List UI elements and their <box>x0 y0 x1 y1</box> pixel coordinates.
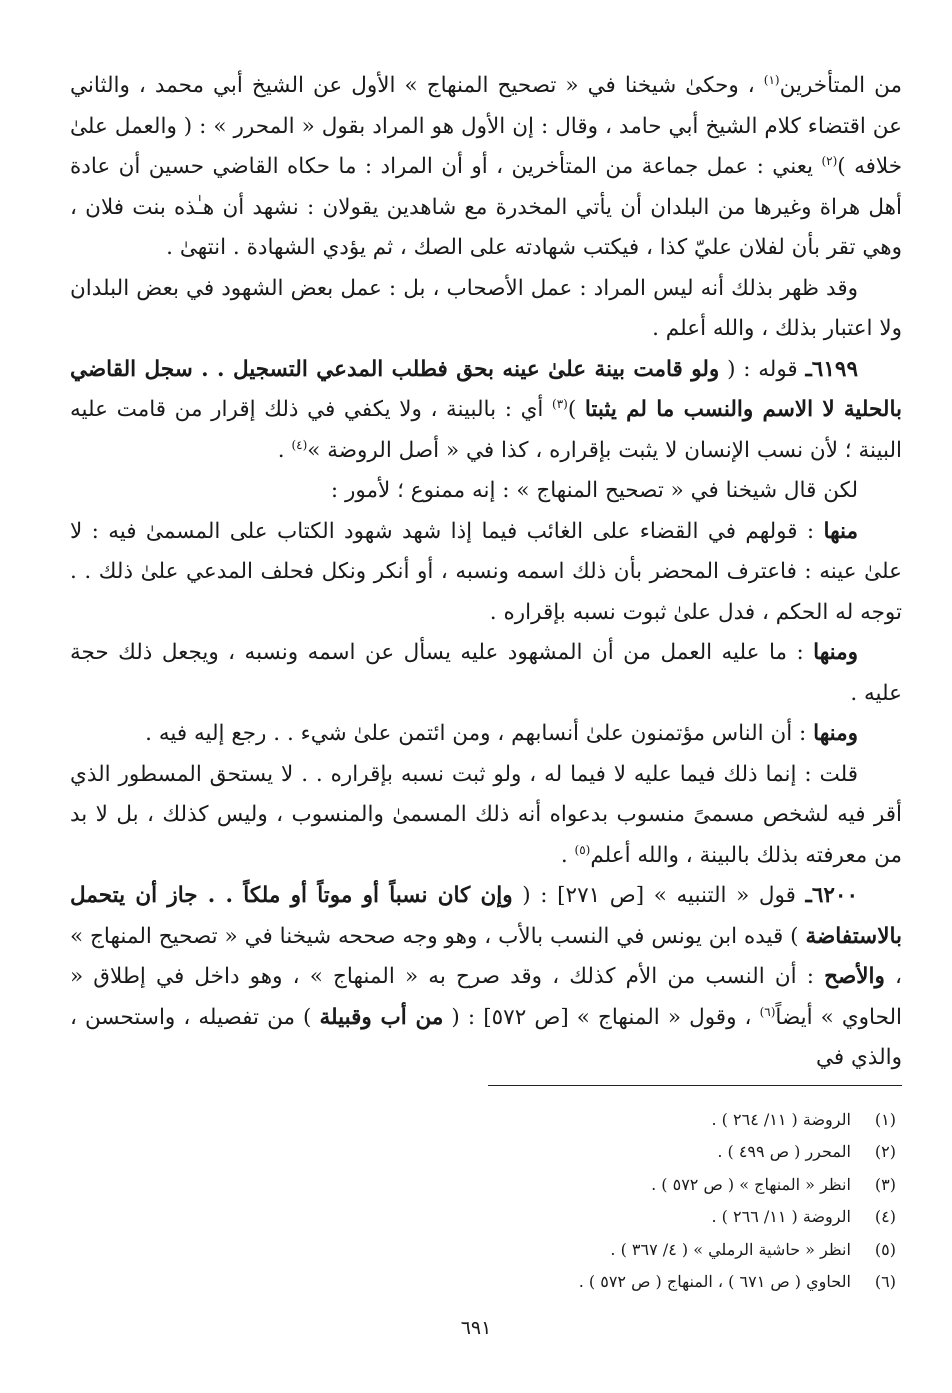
footnote-item <box>396 1169 896 1201</box>
bold-text: ٦١٩٩ـ <box>805 356 858 382</box>
footnote-number: (٢) <box>874 1142 896 1162</box>
footnote-ref: (٤) <box>291 437 308 452</box>
text-run: : قولهم في القضاء على الغائب فيما إذا شهد شهود الكتاب على المسمىٰ فيه : لا علىٰ عينه : فاعترف المحضر بأن ذلك اسمه ونسبه ، أو أنكر ونكل فحلف المدعي علىٰ ذلك . . توجه له الحكم ، فدل علىٰ ثبوت نسبه بإقراره . <box>70 518 902 625</box>
text-run: ) قيده ابن يونس في النسب بالأب ، وهو وجه صححه شيخنا في « تصحيح المنهاج » ، <box>70 923 902 989</box>
paragraph <box>70 876 902 1079</box>
text-run: : أن الناس مؤتمنون علىٰ أنسابهم ، ومن ائتمن علىٰ شيء . . رجع إليه فيه . <box>145 721 814 746</box>
footnote-ref: (١) <box>763 72 780 87</box>
text-run: . <box>560 842 575 868</box>
footnote-number: (٥) <box>874 1239 896 1259</box>
text-run: ) <box>567 397 585 422</box>
paragraph <box>70 269 902 350</box>
bold-text: ولو قامت بينة علىٰ عينه بحق فطلب المدعي التسجيل . . سجل القاضي بالحلية لا الاسم والنسب ما لم يثبتا <box>70 356 902 422</box>
footnote-ref: (٣) <box>552 396 568 411</box>
bold-text: والأصح <box>824 964 885 989</box>
footnote-item <box>396 1234 896 1266</box>
footnote-ref: (٢) <box>821 153 838 168</box>
bold-text: ومنها <box>813 721 858 746</box>
text-run: يعني : عمل جماعة من المتأخرين ، أو أن المراد : ما حكاه القاضي حسين أن عادة أهل هراة وغيرها من البلدان أن يأتي المخدرة مع شاهدين يقولان : نشهد أن هـٰذه بنت فلان ، وهي تقر بأن لفلان عليّ كذا ، فيكتب شهادته على الصك ، ثم يؤدي الشهادة . انتهىٰ . <box>70 154 902 260</box>
footnotes <box>396 1104 896 1298</box>
paragraph <box>70 512 902 634</box>
footnote-item <box>396 1201 896 1233</box>
footnote-item <box>396 1266 896 1298</box>
text-run: قلت : إنما ذلك فيما عليه لا فيما له ، ولو ثبت نسبه بإقراره . . لا يستحق المسطور الذي أقر فيه لشخص مسمىً منسوب بدعواه أنه ذلك المسمىٰ والمنسوب ، وليس كذلك ، بل لا بد من معرفته بذلك بالبينة ، والله أعلم <box>70 761 902 868</box>
text-run: لكن قال شيخنا في « تصحيح المنهاج » : إنه ممنوع ؛ لأمور : <box>330 478 858 503</box>
footnote-item <box>396 1136 896 1168</box>
text-run: : أن النسب من الأم كذلك ، وقد صرح به « المنهاج » ، وهو داخل في إطلاق « الحاوي » أيضاً <box>70 964 903 1030</box>
text-run: من المتأخرين <box>779 73 903 98</box>
footnote-text: الروضة ( ١١/ ٢٦٦ ) . <box>711 1207 851 1227</box>
footnote-number: (١) <box>874 1110 896 1129</box>
footnote-number: (٤) <box>874 1207 896 1227</box>
text-run: . <box>277 437 292 463</box>
text-run: ) من تفصيله ، واستحسن ، والذي في <box>70 1004 902 1070</box>
paragraph <box>70 350 902 472</box>
footnote-number: (٦) <box>874 1272 896 1292</box>
bold-text: منها <box>823 518 858 544</box>
paragraph <box>70 66 902 269</box>
paragraph <box>70 633 902 714</box>
text-run: ، وقول « المنهاج » [ص ٥٧٢] : ( <box>443 1004 760 1030</box>
footnote-ref: (٦) <box>759 1004 776 1019</box>
text-run: : ما عليه العمل من أن المشهود عليه يسأل عن اسمه ونسبه ، ويجعل ذلك حجة عليه . <box>70 640 902 706</box>
page-number: ٦٩١ <box>460 1317 492 1339</box>
text-run: وقد ظهر بذلك أنه ليس المراد : عمل الأصحاب ، بل : عمل بعض الشهود في بعض البلدان ولا اعتبار بذلك ، والله أعلم . <box>70 275 902 341</box>
text-run: أي : بالبينة ، ولا يكفي في ذلك إقرار من قامت عليه البينة ؛ لأن نسب الإنسان لا يثبت بإقراره ، كذا في « أصل الروضة » <box>70 397 902 463</box>
paragraph <box>70 471 902 512</box>
footnote-text: انظر « حاشية الرملي » ( ٤/ ٣٦٧ ) . <box>610 1239 851 1259</box>
footnote-number: (٣) <box>874 1174 896 1194</box>
text-run: ، وحكىٰ شيخنا في « تصحيح المنهاج » الأول عن الشيخ أبي محمد ، والثاني عن اقتضاء كلام الشيخ أبي حامد ، وقال : إن الأول هو المراد بقول « المحرر » : ( والعمل علىٰ خلافه ) <box>70 73 902 179</box>
bold-text: ٦٢٠٠ـ <box>805 883 859 908</box>
bold-text: وإن كان نسباً أو موتاً أو ملكاً . . جاز أن يتحمل بالاستفاضة <box>70 883 902 949</box>
bold-text: من أب وقبيلة <box>319 1004 444 1030</box>
text-run: قول « التنبيه » [ص ٢٧١] : ( <box>512 883 806 908</box>
bold-text: ومنها <box>813 640 858 665</box>
footnote-separator <box>488 1085 902 1086</box>
main-text <box>70 66 902 1079</box>
footnote-text: الحاوي ( ص ٦٧١ ) ، المنهاج ( ص ٥٧٢ ) . <box>578 1272 851 1292</box>
footnote-text: الروضة ( ١١/ ٢٦٤ ) . <box>711 1110 851 1129</box>
footnote-ref: (٥) <box>574 842 591 857</box>
footnote-item <box>396 1104 896 1136</box>
paragraph <box>70 755 902 877</box>
footnote-text: المحرر ( ص ٤٩٩ ) . <box>717 1142 851 1162</box>
footnote-text: انظر « المنهاج » ( ص ٥٧٢ ) . <box>651 1174 851 1194</box>
paragraph <box>70 714 902 755</box>
text-run: قوله : ( <box>719 356 806 382</box>
